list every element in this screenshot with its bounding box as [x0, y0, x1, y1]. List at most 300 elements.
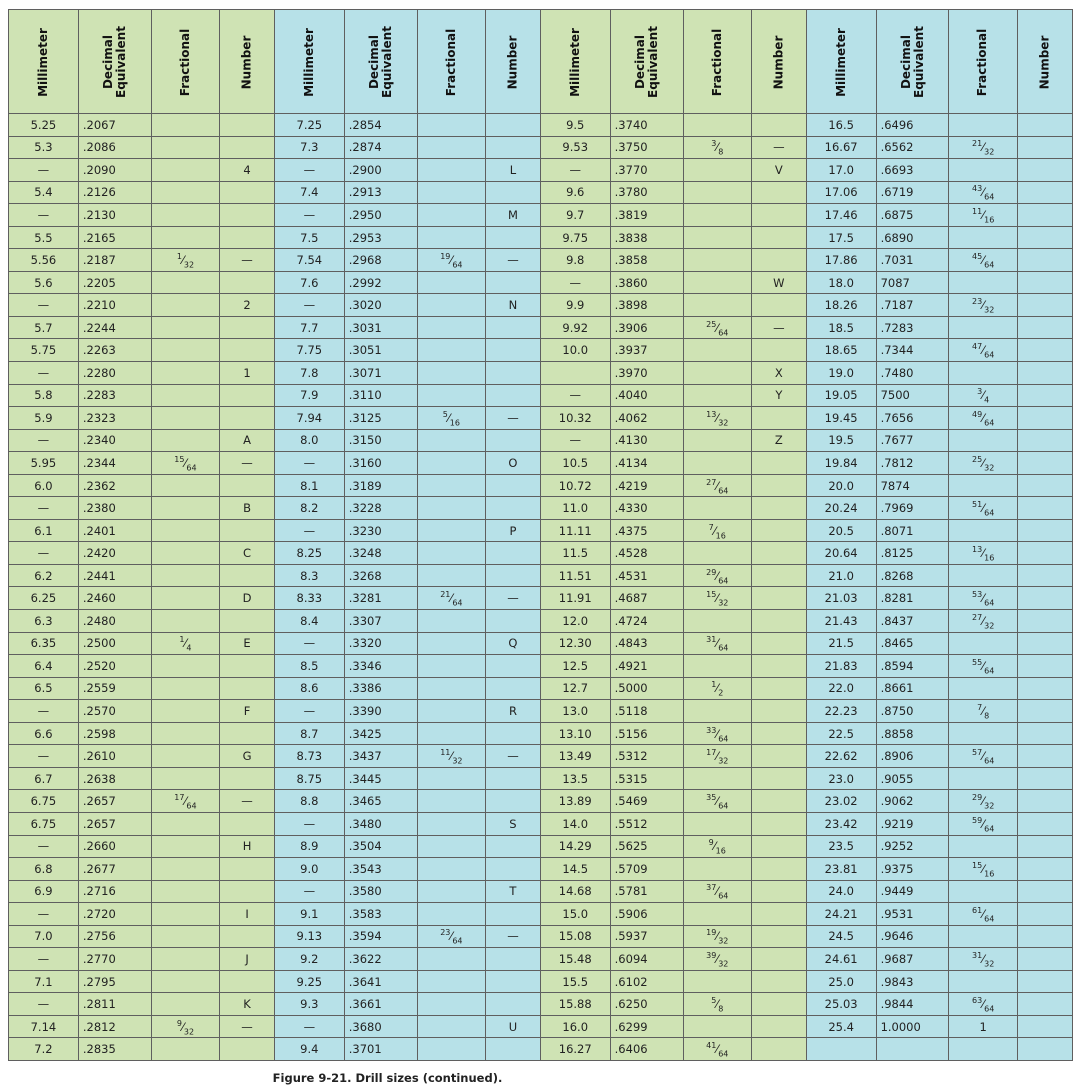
table-row [9, 339, 1073, 362]
cell-fr [151, 858, 219, 881]
column-header-label: Decimal Equivalent [898, 25, 926, 98]
cell-mm: 16.27 [540, 1038, 610, 1061]
table-row [9, 271, 1073, 294]
table-row [9, 655, 1073, 678]
fraction-value: $^5⁄_{16}$ [442, 410, 460, 428]
cell-mm: 8.6 [274, 677, 344, 700]
cell-dec: .9646 [876, 925, 949, 948]
cell-mm: 18.0 [806, 271, 876, 294]
cell-dec: .8661 [876, 677, 949, 700]
cell-fr [949, 677, 1017, 700]
cell-fr [151, 610, 219, 633]
cell-nu: S [486, 812, 541, 835]
cell-fr [949, 362, 1017, 385]
cell-mm: — [274, 812, 344, 835]
cell-mm: 11.0 [540, 497, 610, 520]
cell-nu [1017, 519, 1072, 542]
cell-nu: X [751, 362, 806, 385]
fraction-value: $^{11}⁄_{16}$ [972, 207, 995, 225]
cell-fr [949, 1038, 1017, 1061]
cell-fr [151, 362, 219, 385]
cell-fr [683, 542, 751, 565]
cell-dec: .2210 [78, 294, 151, 317]
cell-nu [751, 767, 806, 790]
table-row [9, 1015, 1073, 1038]
cell-dec: .2953 [344, 226, 417, 249]
cell-dec: .3770 [610, 159, 683, 182]
table-row [9, 812, 1073, 835]
cell-fr [949, 903, 1017, 926]
cell-mm: 5.6 [9, 271, 79, 294]
cell-mm: 25.4 [806, 1015, 876, 1038]
cell-fr [949, 993, 1017, 1016]
cell-mm: — [9, 204, 79, 227]
cell-fr [417, 294, 485, 317]
cell-nu: D [220, 587, 275, 610]
cell-nu [486, 362, 541, 385]
cell-mm: 16.67 [806, 136, 876, 159]
cell-nu [751, 181, 806, 204]
cell-dec: .2362 [78, 474, 151, 497]
fraction-value: $^{63}⁄_{64}$ [972, 996, 995, 1014]
cell-mm: 22.62 [806, 745, 876, 768]
cell-fr [151, 767, 219, 790]
cell-dec: .4040 [610, 384, 683, 407]
table-row [9, 136, 1073, 159]
cell-mm: 17.86 [806, 249, 876, 272]
cell-nu: — [220, 249, 275, 272]
table-row [9, 835, 1073, 858]
cell-fr [417, 339, 485, 362]
cell-nu [1017, 249, 1072, 272]
cell-dec: .2205 [78, 271, 151, 294]
cell-mm: 12.7 [540, 677, 610, 700]
cell-dec: .6406 [610, 1038, 683, 1061]
cell-fr [417, 858, 485, 881]
cell-fr [417, 271, 485, 294]
cell-nu [486, 114, 541, 137]
cell-dec: .5118 [610, 700, 683, 723]
cell-dec: .4843 [610, 632, 683, 655]
cell-dec: .4130 [610, 429, 683, 452]
cell-nu: — [486, 249, 541, 272]
column-header-dec [78, 10, 151, 114]
cell-mm: 21.43 [806, 610, 876, 633]
cell-dec: .7812 [876, 452, 949, 475]
cell-mm: — [9, 903, 79, 926]
column-header-label: Millimeter [833, 27, 848, 97]
cell-dec: 7087 [876, 271, 949, 294]
cell-nu [751, 812, 806, 835]
cell-dec: .7969 [876, 497, 949, 520]
cell-dec: .5312 [610, 745, 683, 768]
cell-nu [220, 1038, 275, 1061]
cell-nu [220, 812, 275, 835]
cell-fr [417, 316, 485, 339]
cell-nu: W [751, 271, 806, 294]
cell-nu [751, 1038, 806, 1061]
cell-dec: .2380 [78, 497, 151, 520]
column-header-label: Decimal Equivalent [632, 25, 660, 98]
cell-fr [683, 519, 751, 542]
cell-dec: .3390 [344, 700, 417, 723]
fraction-value: $^{19}⁄_{64}$ [440, 252, 463, 270]
cell-fr [949, 136, 1017, 159]
fraction-value: $^{43}⁄_{64}$ [972, 184, 995, 202]
column-header-nu [1017, 10, 1072, 114]
cell-fr [949, 835, 1017, 858]
cell-mm: 6.7 [9, 767, 79, 790]
cell-nu [751, 542, 806, 565]
cell-fr [417, 1038, 485, 1061]
column-header-mm [540, 10, 610, 114]
cell-fr [683, 587, 751, 610]
cell-mm: 5.95 [9, 452, 79, 475]
cell-nu [1017, 858, 1072, 881]
cell-fr [417, 407, 485, 430]
cell-mm: 9.8 [540, 249, 610, 272]
cell-nu [220, 271, 275, 294]
cell-mm: 5.3 [9, 136, 79, 159]
fraction-value: $^1⁄_2$ [711, 680, 724, 698]
cell-dec: .9449 [876, 880, 949, 903]
cell-mm: — [274, 880, 344, 903]
cell-dec: .5625 [610, 835, 683, 858]
cell-nu: — [486, 925, 541, 948]
table-row [9, 745, 1073, 768]
cell-nu [220, 181, 275, 204]
cell-fr [683, 700, 751, 723]
cell-fr [949, 249, 1017, 272]
cell-nu [1017, 114, 1072, 137]
cell-nu [486, 790, 541, 813]
cell-fr [417, 632, 485, 655]
cell-nu [751, 993, 806, 1016]
cell-mm: 8.75 [274, 767, 344, 790]
cell-nu [751, 204, 806, 227]
cell-fr [949, 722, 1017, 745]
cell-nu [486, 722, 541, 745]
cell-mm: 7.75 [274, 339, 344, 362]
fraction-value: $^{31}⁄_{32}$ [972, 951, 995, 969]
cell-mm: 9.1 [274, 903, 344, 926]
cell-mm: — [274, 700, 344, 723]
table-row [9, 587, 1073, 610]
column-header-mm [806, 10, 876, 114]
cell-mm: 21.03 [806, 587, 876, 610]
cell-mm: 6.2 [9, 564, 79, 587]
cell-nu [751, 903, 806, 926]
table-row [9, 204, 1073, 227]
cell-fr [417, 655, 485, 678]
cell-mm: 11.51 [540, 564, 610, 587]
cell-nu [1017, 316, 1072, 339]
cell-fr [417, 564, 485, 587]
cell-nu [1017, 181, 1072, 204]
cell-dec: .2130 [78, 204, 151, 227]
cell-dec: .9219 [876, 812, 949, 835]
cell-mm: — [9, 835, 79, 858]
cell-nu [1017, 880, 1072, 903]
cell-nu: L [486, 159, 541, 182]
table-row [9, 700, 1073, 723]
cell-nu [486, 564, 541, 587]
cell-fr [417, 429, 485, 452]
cell-fr [683, 114, 751, 137]
cell-dec: .2559 [78, 677, 151, 700]
column-header-label: Number [505, 35, 520, 89]
cell-nu [220, 610, 275, 633]
cell-dec: .2165 [78, 226, 151, 249]
fraction-value: $^{25}⁄_{64}$ [706, 319, 729, 337]
cell-nu [486, 858, 541, 881]
cell-dec: .3228 [344, 497, 417, 520]
cell-mm: 10.32 [540, 407, 610, 430]
cell-fr [151, 226, 219, 249]
cell-mm: — [9, 294, 79, 317]
cell-fr [417, 903, 485, 926]
fraction-value: $^{13}⁄_{16}$ [972, 545, 995, 563]
table-row [9, 970, 1073, 993]
cell-dec: .5000 [610, 677, 683, 700]
cell-dec: .9375 [876, 858, 949, 881]
cell-dec: .4062 [610, 407, 683, 430]
cell-fr [417, 249, 485, 272]
cell-nu [751, 1015, 806, 1038]
cell-mm: 15.0 [540, 903, 610, 926]
table-row [9, 452, 1073, 475]
cell-mm: 13.49 [540, 745, 610, 768]
cell-dec: .9055 [876, 767, 949, 790]
cell-fr [151, 790, 219, 813]
cell-mm: — [540, 429, 610, 452]
cell-mm: — [274, 632, 344, 655]
cell-fr [417, 204, 485, 227]
cell-dec: .2950 [344, 204, 417, 227]
fraction-value: $^{31}⁄_{64}$ [706, 635, 729, 653]
cell-nu [486, 948, 541, 971]
cell-fr [949, 880, 1017, 903]
cell-fr [949, 497, 1017, 520]
cell-fr [683, 474, 751, 497]
cell-mm: 8.5 [274, 655, 344, 678]
cell-dec: .4375 [610, 519, 683, 542]
cell-nu [220, 970, 275, 993]
column-header-dec [610, 10, 683, 114]
cell-dec: .2344 [78, 452, 151, 475]
cell-nu [1017, 497, 1072, 520]
cell-fr [949, 700, 1017, 723]
cell-mm: 13.5 [540, 767, 610, 790]
cell-nu [486, 271, 541, 294]
cell-mm: — [9, 745, 79, 768]
cell-nu: — [486, 587, 541, 610]
cell-fr [683, 903, 751, 926]
table-row [9, 407, 1073, 430]
cell-mm: 6.35 [9, 632, 79, 655]
cell-fr [949, 271, 1017, 294]
cell-fr [417, 519, 485, 542]
cell-dec: .3110 [344, 384, 417, 407]
cell-nu [220, 316, 275, 339]
cell-fr [683, 610, 751, 633]
cell-mm: 20.64 [806, 542, 876, 565]
cell-dec: .2770 [78, 948, 151, 971]
cell-nu [1017, 587, 1072, 610]
cell-nu [486, 316, 541, 339]
cell-fr [949, 542, 1017, 565]
cell-dec: .6890 [876, 226, 949, 249]
cell-nu [486, 542, 541, 565]
cell-fr [949, 474, 1017, 497]
cell-dec: .8465 [876, 632, 949, 655]
cell-dec: .3125 [344, 407, 417, 430]
cell-fr [417, 136, 485, 159]
cell-mm: 14.5 [540, 858, 610, 881]
cell-dec: .2756 [78, 925, 151, 948]
cell-mm: 7.6 [274, 271, 344, 294]
cell-mm: 8.33 [274, 587, 344, 610]
cell-mm: 18.65 [806, 339, 876, 362]
cell-mm: 24.61 [806, 948, 876, 971]
cell-fr [683, 970, 751, 993]
cell-fr [151, 722, 219, 745]
table-row [9, 519, 1073, 542]
cell-mm: 10.5 [540, 452, 610, 475]
cell-nu [1017, 1015, 1072, 1038]
cell-mm: 10.72 [540, 474, 610, 497]
cell-nu [486, 474, 541, 497]
table-row [9, 181, 1073, 204]
table-row [9, 1038, 1073, 1061]
cell-mm: 25.0 [806, 970, 876, 993]
cell-nu [1017, 790, 1072, 813]
cell-nu: F [220, 700, 275, 723]
cell-dec: .5906 [610, 903, 683, 926]
cell-fr [417, 790, 485, 813]
cell-nu: 4 [220, 159, 275, 182]
cell-nu [220, 136, 275, 159]
fraction-value: $^{17}⁄_{64}$ [174, 793, 197, 811]
column-header-label: Number [771, 35, 786, 89]
fraction-value: $^{27}⁄_{64}$ [706, 477, 729, 495]
fraction-value: $^{47}⁄_{64}$ [972, 342, 995, 360]
cell-nu: — [751, 316, 806, 339]
cell-mm: 20.5 [806, 519, 876, 542]
header-row [9, 10, 1073, 114]
cell-mm: 7.14 [9, 1015, 79, 1038]
cell-mm: 15.5 [540, 970, 610, 993]
cell-mm: 5.5 [9, 226, 79, 249]
table-row [9, 362, 1073, 385]
cell-dec: .2520 [78, 655, 151, 678]
cell-nu [751, 632, 806, 655]
cell-mm: 23.02 [806, 790, 876, 813]
cell-dec: .3641 [344, 970, 417, 993]
cell-nu [1017, 655, 1072, 678]
table-row [9, 542, 1073, 565]
cell-fr [683, 497, 751, 520]
cell-nu [486, 339, 541, 362]
cell-dec: .6693 [876, 159, 949, 182]
cell-fr [417, 677, 485, 700]
cell-fr [417, 767, 485, 790]
cell-fr [417, 114, 485, 137]
table-row [9, 610, 1073, 633]
cell-mm: — [274, 1015, 344, 1038]
cell-fr [683, 136, 751, 159]
cell-mm: 7.8 [274, 362, 344, 385]
cell-fr [683, 1015, 751, 1038]
cell-nu [486, 677, 541, 700]
cell-nu [751, 925, 806, 948]
cell-mm: 5.9 [9, 407, 79, 430]
cell-mm: 19.0 [806, 362, 876, 385]
cell-fr [949, 632, 1017, 655]
cell-nu: P [486, 519, 541, 542]
cell-dec: .2340 [78, 429, 151, 452]
cell-dec: .7344 [876, 339, 949, 362]
cell-nu [486, 226, 541, 249]
fraction-value: $^{21}⁄_{64}$ [440, 590, 463, 608]
cell-nu [1017, 384, 1072, 407]
cell-dec: 1.0000 [876, 1015, 949, 1038]
cell-dec: .4528 [610, 542, 683, 565]
cell-nu [486, 767, 541, 790]
cell-dec: .2090 [78, 159, 151, 182]
cell-dec: .5315 [610, 767, 683, 790]
cell-dec: 7500 [876, 384, 949, 407]
cell-dec: .3150 [344, 429, 417, 452]
table-row [9, 159, 1073, 182]
cell-nu [220, 564, 275, 587]
cell-fr [683, 925, 751, 948]
cell-fr [151, 294, 219, 317]
cell-fr [417, 1015, 485, 1038]
cell-dec: .7283 [876, 316, 949, 339]
table-row [9, 114, 1073, 137]
cell-mm: — [540, 384, 610, 407]
cell-fr [949, 452, 1017, 475]
cell-dec: .3543 [344, 858, 417, 881]
cell-dec: .3230 [344, 519, 417, 542]
cell-mm: 5.8 [9, 384, 79, 407]
cell-fr [151, 474, 219, 497]
cell-mm: 13.0 [540, 700, 610, 723]
cell-nu: — [486, 407, 541, 430]
cell-dec: .3740 [610, 114, 683, 137]
cell-nu: O [486, 452, 541, 475]
cell-mm: 22.5 [806, 722, 876, 745]
cell-dec: .5469 [610, 790, 683, 813]
cell-dec: .8594 [876, 655, 949, 678]
column-header-fr [683, 10, 751, 114]
cell-dec: .8071 [876, 519, 949, 542]
cell-fr [151, 677, 219, 700]
fraction-value: $^{51}⁄_{64}$ [972, 500, 995, 518]
cell-nu [751, 722, 806, 745]
cell-mm: 14.68 [540, 880, 610, 903]
cell-fr [683, 181, 751, 204]
column-header-label: Fractional [177, 28, 192, 96]
cell-mm: — [274, 159, 344, 182]
cell-fr [949, 610, 1017, 633]
cell-nu [1017, 812, 1072, 835]
cell-mm: 8.1 [274, 474, 344, 497]
fraction-value: $^1⁄_{32}$ [176, 252, 195, 270]
cell-mm: 8.3 [274, 564, 344, 587]
cell-fr [151, 1038, 219, 1061]
